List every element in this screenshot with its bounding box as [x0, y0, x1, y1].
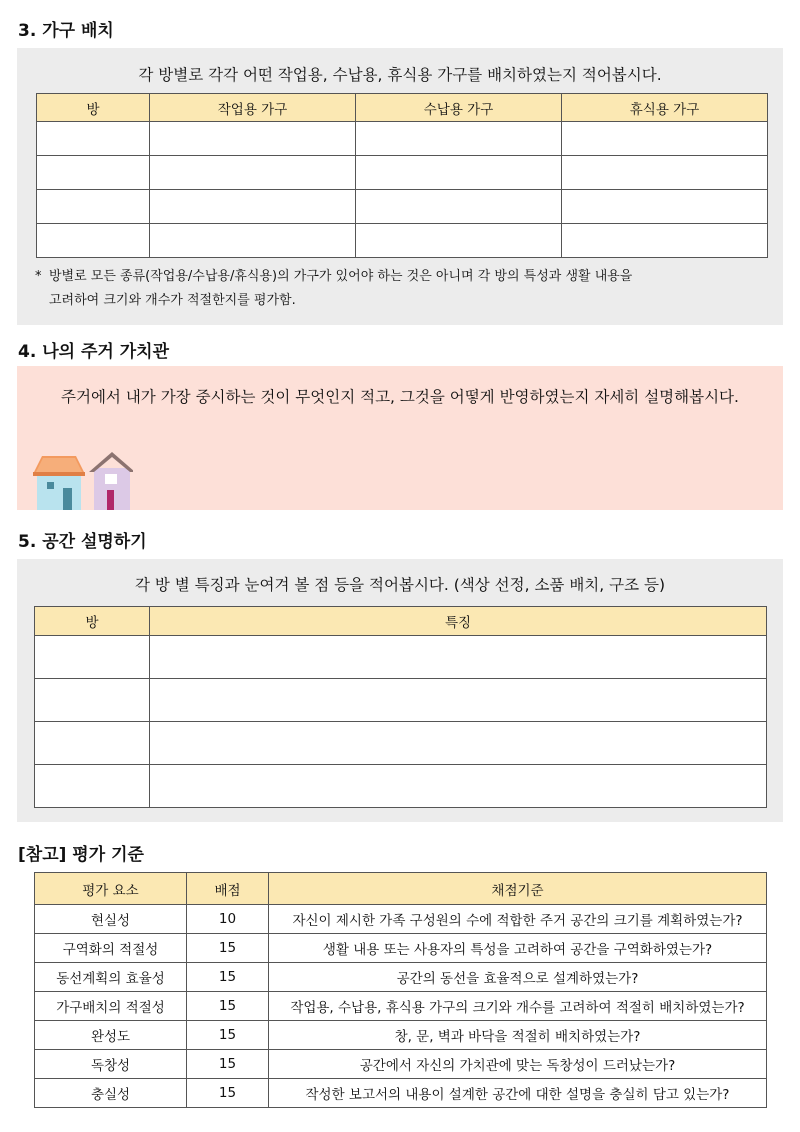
table-row: [35, 765, 767, 808]
col-score: 배점: [187, 873, 269, 905]
criteria-score: 15: [187, 1050, 269, 1079]
criteria-element: 동선계획의 효율성: [35, 963, 187, 992]
table-cell[interactable]: [150, 122, 356, 156]
col-criteria: 채점기준: [269, 873, 767, 905]
criteria-element: 완성도: [35, 1021, 187, 1050]
criteria-text: 공간의 동선을 효율적으로 설계하였는가?: [269, 963, 767, 992]
section4-heading: 4. 나의 주거 가치관: [18, 342, 169, 362]
section4-panel: [17, 366, 783, 510]
criteria-score: 10: [187, 905, 269, 934]
table-cell[interactable]: [37, 190, 150, 224]
section3-note: [35, 265, 632, 313]
table-row: [37, 156, 768, 190]
table-row: [35, 1021, 767, 1050]
furniture-table-header: [37, 94, 768, 122]
table-cell[interactable]: [150, 636, 767, 679]
section5-panel: [17, 559, 783, 822]
table-cell[interactable]: [356, 224, 562, 258]
col-storage-furniture: 수납용 가구: [356, 94, 562, 122]
table-cell[interactable]: [37, 224, 150, 258]
criteria-score: 15: [187, 992, 269, 1021]
criteria-text: 작성한 보고서의 내용이 설계한 공간에 대한 설명을 충실히 담고 있는가?: [269, 1079, 767, 1108]
table-cell[interactable]: [562, 190, 768, 224]
criteria-score: 15: [187, 1079, 269, 1108]
section3-prompt: 각 방별로 각각 어떤 작업용, 수납용, 휴식용 가구를 배치하였는지 적어봅시다.: [138, 66, 662, 84]
table-row: [35, 992, 767, 1021]
criteria-table-header: [35, 873, 767, 905]
table-cell[interactable]: [35, 636, 150, 679]
criteria-text: 자신이 제시한 가족 구성원의 수에 적합한 주거 공간의 크기를 계획하였는가?: [269, 905, 767, 934]
space-table: [34, 606, 767, 808]
table-cell[interactable]: [562, 224, 768, 258]
criteria-element: 충실성: [35, 1079, 187, 1108]
table-cell[interactable]: [150, 156, 356, 190]
section3-heading: 3. 가구 배치: [18, 21, 114, 41]
table-cell[interactable]: [356, 156, 562, 190]
table-cell[interactable]: [150, 765, 767, 808]
space-table-header: [35, 607, 767, 636]
table-row: [35, 934, 767, 963]
houses-icon: [33, 452, 133, 510]
table-cell[interactable]: [356, 190, 562, 224]
table-row: [35, 905, 767, 934]
section5-prompt: 각 방 별 특징과 눈여겨 볼 점 등을 적어봅시다. (색상 선정, 소품 배치, 구조 등): [134, 576, 666, 594]
section5-heading: 5. 공간 설명하기: [18, 532, 147, 552]
col-features: 특징: [150, 607, 767, 636]
table-row: [35, 1079, 767, 1108]
table-row: [37, 190, 768, 224]
table-row: [37, 224, 768, 258]
criteria-element: 독창성: [35, 1050, 187, 1079]
table-row: [35, 636, 767, 679]
reference-heading: [참고] 평가 기준: [18, 845, 144, 865]
section4-prompt: 주거에서 내가 가장 중시하는 것이 무엇인지 적고, 그것을 어떻게 반영하였는지 자세히 설명해봅시다.: [61, 388, 739, 406]
criteria-text: 공간에서 자신의 가치관에 맞는 독창성이 드러났는가?: [269, 1050, 767, 1079]
criteria-score: 15: [187, 963, 269, 992]
note-line-1: 방별로 모든 종류(작업용/수납용/휴식용)의 가구가 있어야 하는 것은 아니며 각 방의 특성과 생활 내용을: [49, 269, 633, 284]
col-room: 방: [35, 607, 150, 636]
criteria-element: 가구배치의 적절성: [35, 992, 187, 1021]
table-cell[interactable]: [356, 122, 562, 156]
criteria-table: [34, 872, 767, 1108]
criteria-score: 15: [187, 1021, 269, 1050]
criteria-element: 현실성: [35, 905, 187, 934]
table-cell[interactable]: [562, 156, 768, 190]
table-row: [35, 722, 767, 765]
furniture-table: [36, 93, 768, 258]
table-row: [37, 122, 768, 156]
criteria-text: 창, 문, 벽과 바닥을 적절히 배치하였는가?: [269, 1021, 767, 1050]
table-cell[interactable]: [150, 224, 356, 258]
table-cell[interactable]: [37, 122, 150, 156]
section3-panel: [17, 48, 783, 325]
table-row: [35, 679, 767, 722]
criteria-score: 15: [187, 934, 269, 963]
col-room: 방: [37, 94, 150, 122]
note-star: *: [35, 269, 42, 284]
col-rest-furniture: 휴식용 가구: [562, 94, 768, 122]
col-element: 평가 요소: [35, 873, 187, 905]
criteria-text: 작업용, 수납용, 휴식용 가구의 크기와 개수를 고려하여 적절히 배치하였는가?: [269, 992, 767, 1021]
table-row: [35, 1050, 767, 1079]
table-cell[interactable]: [150, 190, 356, 224]
table-cell[interactable]: [35, 722, 150, 765]
table-cell[interactable]: [35, 679, 150, 722]
col-work-furniture: 작업용 가구: [150, 94, 356, 122]
table-cell[interactable]: [37, 156, 150, 190]
table-cell[interactable]: [150, 679, 767, 722]
table-row: [35, 963, 767, 992]
note-line-2: 고려하여 크기와 개수가 적절한지를 평가함.: [49, 293, 296, 308]
table-cell[interactable]: [562, 122, 768, 156]
table-cell[interactable]: [150, 722, 767, 765]
criteria-element: 구역화의 적절성: [35, 934, 187, 963]
criteria-text: 생활 내용 또는 사용자의 특성을 고려하여 공간을 구역화하였는가?: [269, 934, 767, 963]
table-cell[interactable]: [35, 765, 150, 808]
